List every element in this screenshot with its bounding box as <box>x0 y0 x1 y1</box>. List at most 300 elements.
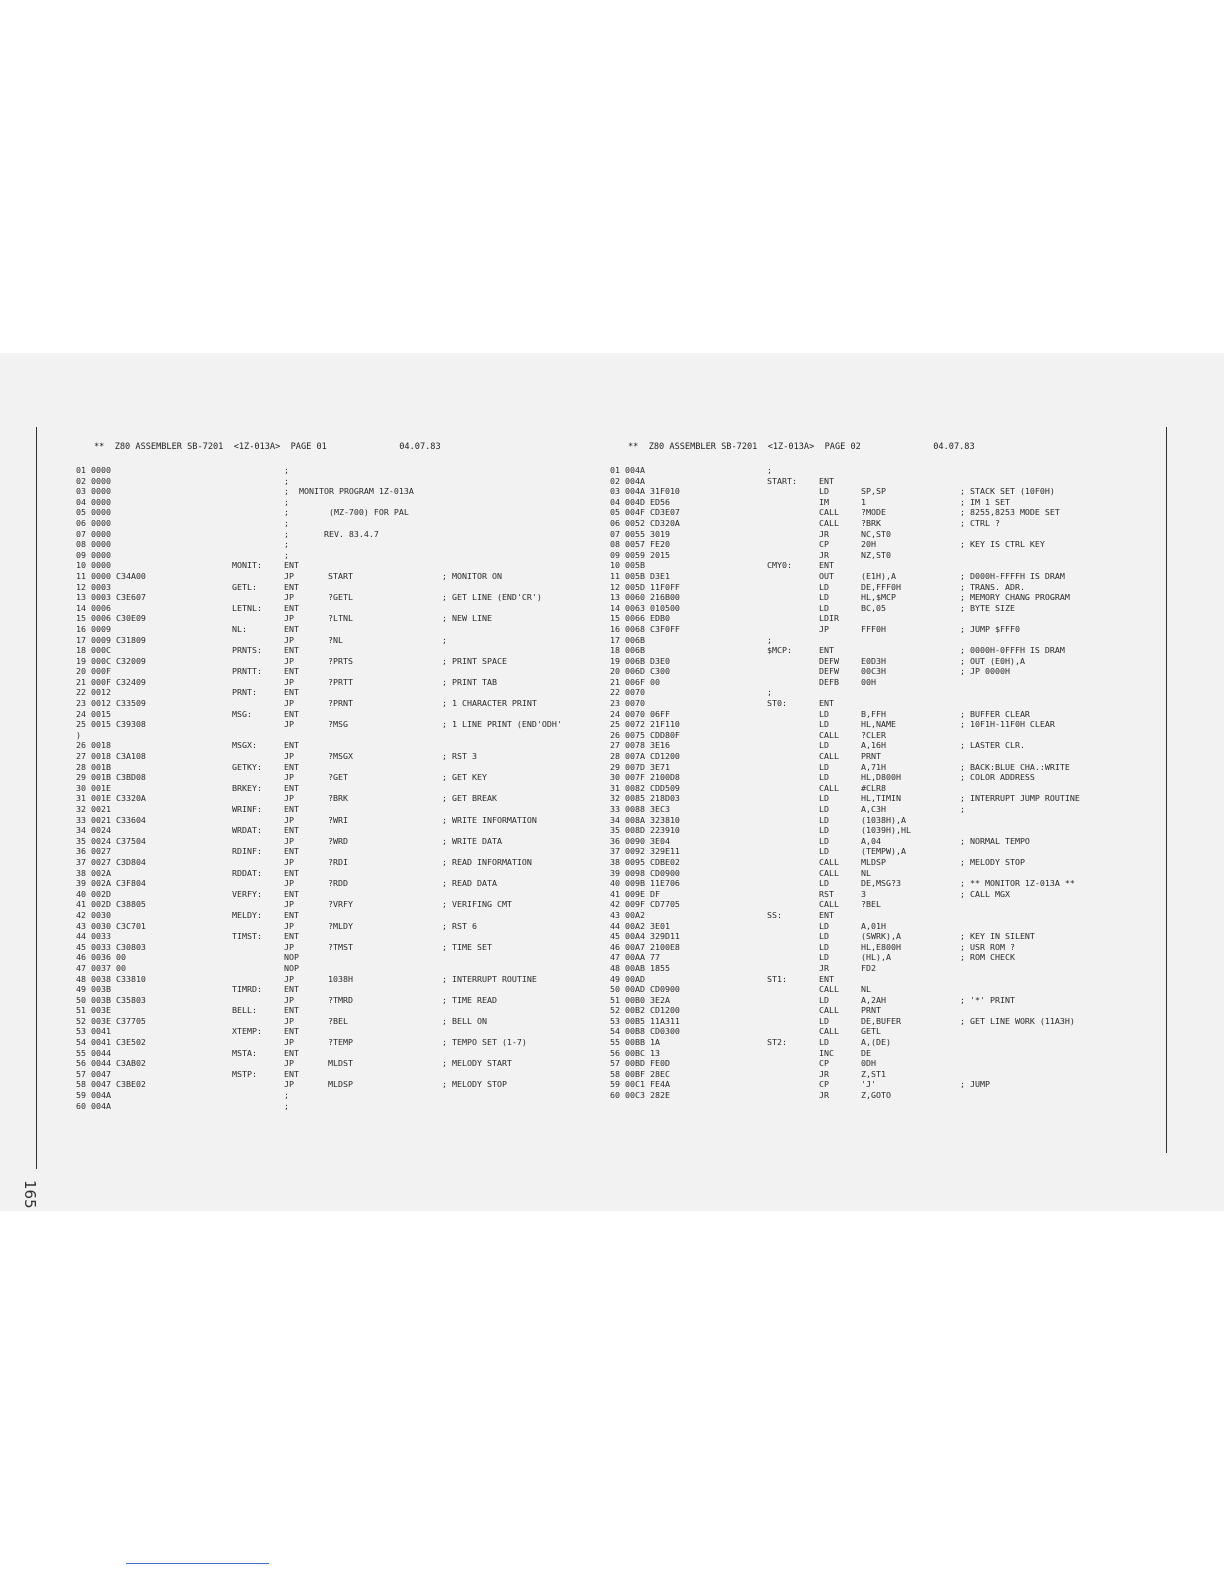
line-mnemonic: LD <box>819 708 829 719</box>
line-address-code: 57 0047 <box>76 1068 111 1079</box>
listing-line <box>610 1079 1150 1090</box>
line-label: MSTA: <box>232 1047 257 1058</box>
line-address-code: 10 0000 <box>76 560 111 571</box>
listing-line <box>610 539 1150 550</box>
line-comment: ; 8255,8253 MODE SET <box>960 507 1060 518</box>
line-mnemonic: ENT <box>284 782 299 793</box>
line-operand: FD2 <box>861 962 876 973</box>
line-address-code: 17 0009 C31809 <box>76 634 146 645</box>
listing-line <box>610 656 1150 667</box>
line-address-code: 09 0059 2015 <box>610 549 670 560</box>
listing-line <box>610 613 1150 624</box>
line-mnemonic: JP <box>284 793 294 804</box>
line-mnemonic: ENT <box>284 1005 299 1016</box>
line-mnemonic: ENT <box>819 475 834 486</box>
line-address-code: 25 0072 21F110 <box>610 719 680 730</box>
line-mnemonic: DEFW <box>819 666 839 677</box>
right-listing-header: ** Z80 ASSEMBLER SB-7201 <1Z-013A> PAGE 02 04.07.83 <box>628 442 975 452</box>
line-label: NL: <box>232 623 247 634</box>
line-mnemonic: ENT <box>284 825 299 836</box>
line-address-code: 21 006F 00 <box>610 676 660 687</box>
line-address-code: 06 0052 CD320A <box>610 517 680 528</box>
line-address-code: 22 0012 <box>76 687 111 698</box>
line-mnemonic: ENT <box>284 761 299 772</box>
line-mnemonic: NOP <box>284 952 299 963</box>
line-mnemonic: LD <box>819 602 829 613</box>
line-operand: ?PRTS <box>328 655 353 666</box>
line-address-code: 44 00A2 3E01 <box>610 920 670 931</box>
line-comment: ; '*' PRINT <box>960 994 1015 1005</box>
listing-line <box>610 518 1150 529</box>
line-address-code: 16 0068 C3F0FF <box>610 623 680 634</box>
line-mnemonic: JP <box>284 899 294 910</box>
line-address-code: 40 009B 11E706 <box>610 878 680 889</box>
listing-line <box>76 550 596 561</box>
line-mnemonic: ENT <box>284 931 299 942</box>
line-mnemonic: LD <box>819 920 829 931</box>
line-operand: HL,TIMIN <box>861 793 901 804</box>
line-mnemonic: ENT <box>284 888 299 899</box>
line-operand: ?CLER <box>861 729 886 740</box>
line-mnemonic: ENT <box>284 708 299 719</box>
listing-line <box>610 974 1150 985</box>
listing-line <box>610 921 1150 932</box>
line-address-code: 28 007A CD1200 <box>610 751 680 762</box>
listing-line <box>610 529 1150 540</box>
line-mnemonic: JP <box>284 719 294 730</box>
line-comment: ; MONITOR ON <box>442 570 502 581</box>
line-operand: A,04 <box>861 835 881 846</box>
line-label: LETNL: <box>232 602 262 613</box>
line-address-code: 25 0015 C39308 <box>76 719 146 730</box>
line-address-code: 48 0038 C33810 <box>76 973 146 984</box>
listing-line <box>610 507 1150 518</box>
listing-line <box>76 592 596 603</box>
line-comment: ; WRITE INFORMATION <box>442 814 537 825</box>
listing-line <box>76 476 596 487</box>
line-operand: GETL <box>861 1026 881 1037</box>
line-address-code: 15 0006 C30E09 <box>76 613 146 624</box>
line-address-code: 13 0003 C3E607 <box>76 592 146 603</box>
line-mnemonic: CALL <box>819 507 839 518</box>
line-mnemonic: LD <box>819 1037 829 1048</box>
line-mnemonic: ENT <box>284 1068 299 1079</box>
line-address-code: 50 00AD CD0900 <box>610 984 680 995</box>
line-operand: ?BRK <box>328 793 348 804</box>
line-label: ; <box>767 687 772 698</box>
line-mnemonic: LD <box>819 846 829 857</box>
listing-line <box>610 677 1150 688</box>
listing-line <box>76 507 596 518</box>
line-mnemonic: LD <box>819 804 829 814</box>
listing-line <box>610 815 1150 826</box>
line-mnemonic: ENT <box>284 740 299 751</box>
line-address-code: 43 00A2 <box>610 909 645 920</box>
line-address-code: ) <box>76 729 81 740</box>
line-mnemonic: JP <box>284 592 294 603</box>
left-margin-rule <box>36 427 37 1169</box>
line-address-code: 28 001B <box>76 761 111 772</box>
line-comment: ; <box>442 634 447 645</box>
line-comment: ; GET LINE (END'CR') <box>442 592 542 603</box>
line-label: GETKY: <box>232 761 262 772</box>
line-mnemonic: ; <box>284 1090 289 1101</box>
listing-line <box>76 1048 596 1059</box>
listing-line <box>610 889 1150 900</box>
line-operand: ?MSGX <box>328 751 353 762</box>
listing-line <box>76 635 596 646</box>
listing-line <box>76 995 596 1006</box>
line-operand: ?TMST <box>328 941 353 952</box>
line-label: BRKEY: <box>232 782 262 793</box>
line-comment: ; NEW LINE <box>442 613 492 624</box>
line-mnemonic: CALL <box>819 984 839 995</box>
line-label: MSGX: <box>232 740 257 751</box>
line-mnemonic: ENT <box>284 581 299 592</box>
line-operand: Z,GOTO <box>861 1090 891 1101</box>
line-address-code: 31 0082 CDD509 <box>610 782 680 793</box>
line-operand: ?GET <box>328 772 348 783</box>
line-operand: E0D3H <box>861 655 886 666</box>
line-address-code: 46 0036 00 <box>76 952 126 963</box>
line-mnemonic: ENT <box>284 804 299 814</box>
listing-line <box>76 539 596 550</box>
line-address-code: 23 0012 C33509 <box>76 698 146 709</box>
line-label: BELL: <box>232 1005 257 1016</box>
line-operand: ?VRFY <box>328 899 353 910</box>
line-label: WRDAT: <box>232 825 262 836</box>
line-operand: ?NL <box>328 634 343 645</box>
line-comment: ; JUMP <box>960 1079 990 1090</box>
line-operand: ?MLDY <box>328 920 353 931</box>
right-assembly-listing <box>610 465 1150 1101</box>
line-operand: ?TEMP <box>328 1037 353 1048</box>
listing-line <box>76 497 596 508</box>
line-operand: A,(DE) <box>861 1037 891 1048</box>
listing-line <box>610 698 1150 709</box>
line-label: START: <box>767 475 797 486</box>
line-label: ST1: <box>767 973 787 984</box>
line-operand: ?MSG <box>328 719 348 730</box>
line-address-code: 19 006B D3E0 <box>610 655 670 666</box>
line-comment: ; CTRL ? <box>960 517 1000 528</box>
line-mnemonic: JP <box>819 623 829 634</box>
line-operand: ?PRNT <box>328 698 353 709</box>
listing-line <box>76 783 596 794</box>
line-address-code: 60 00C3 282E <box>610 1090 670 1101</box>
line-mnemonic: JP <box>284 751 294 762</box>
line-operand: (HL),A <box>861 952 891 963</box>
listing-line <box>610 624 1150 635</box>
line-comment: ; READ DATA <box>442 878 497 889</box>
line-comment: ; 0000H-0FFFH IS DRAM <box>960 645 1065 656</box>
line-address-code: 38 002A <box>76 867 111 878</box>
line-comment: ; TIME SET <box>442 941 492 952</box>
listing-line <box>76 1058 596 1069</box>
line-comment: ; USR ROM ? <box>960 941 1015 952</box>
line-address-code: 35 008D 223910 <box>610 825 680 836</box>
line-mnemonic: JP <box>284 634 294 645</box>
line-address-code: 49 003B <box>76 984 111 995</box>
listing-line <box>76 465 596 476</box>
listing-line <box>610 772 1150 783</box>
line-mnemonic: JP <box>284 835 294 846</box>
listing-line <box>76 1005 596 1016</box>
line-address-code: 41 002D C38805 <box>76 899 146 910</box>
line-address-code: 50 003B C35803 <box>76 994 146 1005</box>
line-address-code: 56 00BC 13 <box>610 1047 660 1058</box>
listing-line <box>76 1037 596 1048</box>
line-operand: A,71H <box>861 761 886 772</box>
line-operand: SP,SP <box>861 486 886 497</box>
line-mnemonic: ENT <box>284 909 299 920</box>
listing-line <box>76 952 596 963</box>
listing-line <box>610 476 1150 487</box>
line-operand: ?LTNL <box>328 613 353 624</box>
line-address-code: 05 0000 <box>76 507 111 518</box>
listing-line <box>76 486 596 497</box>
line-mnemonic: ENT <box>284 1026 299 1037</box>
line-address-code: 21 000F C32409 <box>76 676 146 687</box>
line-address-code: 01 004A <box>610 465 645 475</box>
line-operand: A,C3H <box>861 804 886 814</box>
listing-line <box>610 878 1150 889</box>
listing-line <box>610 1058 1150 1069</box>
line-operand: ?WRD <box>328 835 348 846</box>
line-operand: B,FFH <box>861 708 886 719</box>
listing-line <box>76 846 596 857</box>
line-comment: ; 1 LINE PRINT (END'ODH' <box>442 719 562 730</box>
line-mnemonic: CALL <box>819 751 839 762</box>
line-address-code: 53 00B5 11A311 <box>610 1015 680 1026</box>
line-address-code: 34 008A 323810 <box>610 814 680 825</box>
listing-line <box>76 571 596 582</box>
line-address-code: 02 0000 <box>76 475 111 486</box>
line-operand: PRNT <box>861 1005 881 1016</box>
line-label: XTEMP: <box>232 1026 262 1037</box>
listing-line <box>610 635 1150 646</box>
line-operand: ?PRTT <box>328 676 353 687</box>
line-address-code: 60 004A <box>76 1100 111 1111</box>
line-address-code: 06 0000 <box>76 517 111 528</box>
listing-line <box>76 698 596 709</box>
line-comment: ; IM 1 SET <box>960 496 1010 507</box>
line-mnemonic: LD <box>819 994 829 1005</box>
line-address-code: 43 0030 C3C701 <box>76 920 146 931</box>
line-mnemonic: ; (MZ-700) FOR PAL <box>284 507 409 518</box>
line-comment: ; VERIFING CMT <box>442 899 512 910</box>
line-mnemonic: ENT <box>284 623 299 634</box>
footnote-rule <box>126 1563 269 1564</box>
line-mnemonic: CALL <box>819 782 839 793</box>
line-mnemonic: ENT <box>819 909 834 920</box>
line-mnemonic: CALL <box>819 867 839 878</box>
line-mnemonic: LD <box>819 952 829 963</box>
line-label: RDDAT: <box>232 867 262 878</box>
line-comment: ; 10F1H-11F0H CLEAR <box>960 719 1055 730</box>
line-address-code: 38 0095 CDBE02 <box>610 856 680 867</box>
listing-line <box>76 1079 596 1090</box>
line-address-code: 26 0075 CDD80F <box>610 729 680 740</box>
line-address-code: 18 000C <box>76 645 111 656</box>
line-address-code: 24 0070 06FF <box>610 708 670 719</box>
line-address-code: 59 00C1 FE4A <box>610 1079 670 1090</box>
line-comment: ; INTERRUPT ROUTINE <box>442 973 537 984</box>
listing-line <box>76 868 596 879</box>
listing-line <box>610 846 1150 857</box>
line-operand: DE,BUFER <box>861 1015 901 1026</box>
listing-line <box>76 1026 596 1037</box>
listing-line <box>610 899 1150 910</box>
line-address-code: 14 0006 <box>76 602 111 613</box>
line-address-code: 51 00B0 3E2A <box>610 994 670 1005</box>
line-address-code: 20 000F <box>76 666 111 677</box>
line-mnemonic: ; <box>284 475 289 486</box>
line-mnemonic: ; REV. 83.4.7 <box>284 528 379 539</box>
line-label: PRNTT: <box>232 666 262 677</box>
line-operand: A,16H <box>861 740 886 751</box>
line-address-code: 02 004A <box>610 475 645 486</box>
listing-line <box>610 1026 1150 1037</box>
line-comment: ; JP 0000H <box>960 666 1010 677</box>
line-address-code: 30 001E <box>76 782 111 793</box>
line-label: ; <box>767 634 772 645</box>
line-address-code: 16 0009 <box>76 623 111 634</box>
listing-line <box>76 582 596 593</box>
line-operand: ?BEL <box>861 899 881 910</box>
line-operand: DE <box>861 1047 871 1058</box>
listing-line <box>610 825 1150 836</box>
line-mnemonic: ; <box>284 1100 289 1111</box>
line-mnemonic: DEFW <box>819 655 839 666</box>
listing-line <box>76 836 596 847</box>
line-address-code: 08 0000 <box>76 539 111 550</box>
line-address-code: 27 0018 C3A108 <box>76 751 146 762</box>
line-operand: (1038H),A <box>861 814 906 825</box>
listing-line <box>76 815 596 826</box>
line-mnemonic: JP <box>284 1015 294 1026</box>
line-address-code: 56 0044 C3AB02 <box>76 1058 146 1069</box>
line-address-code: 40 002D <box>76 888 111 899</box>
line-operand: HL,D800H <box>861 772 901 783</box>
listing-line <box>610 942 1150 953</box>
listing-line <box>76 666 596 677</box>
line-mnemonic: JP <box>284 655 294 666</box>
line-comment: ; LASTER CLR. <box>960 740 1025 751</box>
line-operand: #CLR8 <box>861 782 886 793</box>
listing-line <box>76 825 596 836</box>
line-mnemonic: JP <box>284 994 294 1005</box>
line-address-code: 46 00A7 2100E8 <box>610 941 680 952</box>
line-address-code: 49 00AD <box>610 973 645 984</box>
line-mnemonic: JP <box>284 698 294 709</box>
listing-line <box>610 571 1150 582</box>
listing-line <box>610 1037 1150 1048</box>
line-address-code: 11 0000 C34A00 <box>76 570 146 581</box>
listing-line <box>610 550 1150 561</box>
line-operand: FFF0H <box>861 623 886 634</box>
line-label: ; <box>767 465 772 475</box>
line-address-code: 47 0037 00 <box>76 962 126 973</box>
listing-line <box>610 804 1150 815</box>
line-operand: (SWRK),A <box>861 931 901 942</box>
line-address-code: 33 0088 3EC3 <box>610 804 670 814</box>
line-address-code: 47 00AA 77 <box>610 952 660 963</box>
line-operand: (TEMPW),A <box>861 846 906 857</box>
line-address-code: 57 00BD FE0D <box>610 1058 670 1069</box>
line-operand: 0DH <box>861 1058 876 1069</box>
line-address-code: 58 00BF 28EC <box>610 1068 670 1079</box>
line-address-code: 35 0024 C37504 <box>76 835 146 846</box>
listing-line <box>610 687 1150 698</box>
line-address-code: 39 0098 CD0900 <box>610 867 680 878</box>
line-mnemonic: JP <box>284 878 294 889</box>
line-operand: ?TMRD <box>328 994 353 1005</box>
line-mnemonic: LD <box>819 772 829 783</box>
line-operand: ?RDI <box>328 856 348 867</box>
line-address-code: 29 007D 3E71 <box>610 761 670 772</box>
listing-line <box>610 719 1150 730</box>
line-comment: ; NORMAL TEMPO <box>960 835 1030 846</box>
line-address-code: 41 009E DF <box>610 888 660 899</box>
line-mnemonic: ENT <box>819 560 834 571</box>
line-address-code: 33 0021 C33604 <box>76 814 146 825</box>
line-mnemonic: JP <box>284 772 294 783</box>
line-comment: ; 1 CHARACTER PRINT <box>442 698 537 709</box>
listing-line <box>76 751 596 762</box>
listing-line <box>610 1090 1150 1101</box>
line-address-code: 36 0027 <box>76 846 111 857</box>
line-comment: ; <box>960 804 965 814</box>
listing-line <box>76 974 596 985</box>
listing-line <box>610 645 1150 656</box>
listing-line <box>610 783 1150 794</box>
line-operand: 00H <box>861 676 876 687</box>
line-address-code: 10 005B <box>610 560 645 571</box>
line-mnemonic: LD <box>819 941 829 952</box>
listing-line <box>610 486 1150 497</box>
line-comment: ; INTERRUPT JUMP ROUTINE <box>960 793 1080 804</box>
line-comment: ; JUMP $FFF0 <box>960 623 1020 634</box>
line-mnemonic: JR <box>819 962 829 973</box>
line-comment: ; D000H-FFFFH IS DRAM <box>960 570 1065 581</box>
listing-line <box>76 921 596 932</box>
line-mnemonic: CALL <box>819 517 839 528</box>
line-operand: 'J' <box>861 1079 876 1090</box>
line-operand: 1038H <box>328 973 353 984</box>
line-address-code: 24 0015 <box>76 708 111 719</box>
line-address-code: 27 0078 3E16 <box>610 740 670 751</box>
line-address-code: 22 0070 <box>610 687 645 698</box>
line-address-code: 23 0070 <box>610 698 645 709</box>
line-mnemonic: LD <box>819 814 829 825</box>
listing-line <box>610 868 1150 879</box>
listing-line <box>610 730 1150 741</box>
left-assembly-listing <box>76 465 596 1111</box>
line-comment: ; GET KEY <box>442 772 487 783</box>
line-mnemonic: JP <box>284 856 294 867</box>
line-mnemonic: ENT <box>284 867 299 878</box>
listing-line <box>610 560 1150 571</box>
line-mnemonic: CALL <box>819 729 839 740</box>
line-address-code: 59 004A <box>76 1090 111 1101</box>
line-operand: (E1H),A <box>861 570 896 581</box>
listing-line <box>76 709 596 720</box>
line-operand: DE,FFF0H <box>861 581 901 592</box>
listing-line <box>76 942 596 953</box>
line-operand: A,2AH <box>861 994 886 1005</box>
line-comment: ; ROM CHECK <box>960 952 1015 963</box>
